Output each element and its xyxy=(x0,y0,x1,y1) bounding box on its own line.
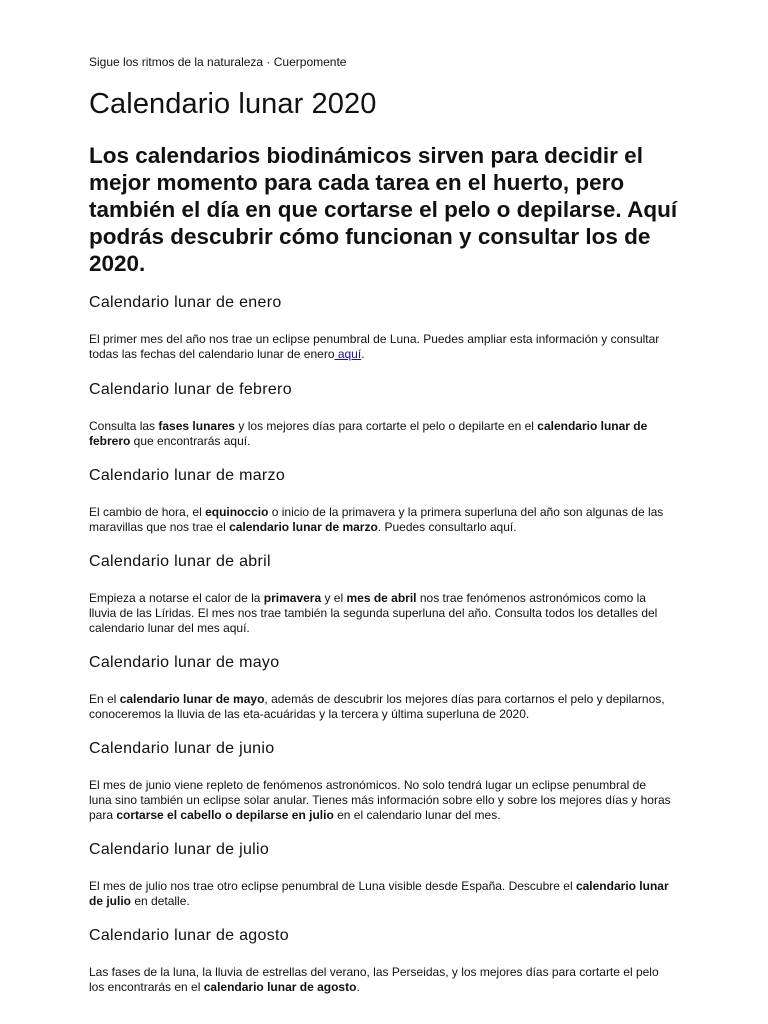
body-text: y los mejores días para cortarte el pelo o depilarte en el xyxy=(235,419,538,433)
body-text: que encontrarás aquí. xyxy=(130,434,251,448)
section-agosto xyxy=(89,927,671,995)
section-body xyxy=(89,965,671,995)
aqui-link[interactable]: aquí xyxy=(334,347,362,361)
bold-text: cortarse el cabello o depilarse en julio xyxy=(116,808,334,822)
body-text: Consulta las xyxy=(89,419,159,433)
section-body xyxy=(89,692,671,722)
section-body xyxy=(89,778,671,823)
section-heading: Calendario lunar de agosto xyxy=(89,927,289,944)
body-text: Empieza a notarse el calor de la xyxy=(89,591,264,605)
body-text: o inicio de la primavera y la primera superluna del año son algunas de las maravillas que nos trae el xyxy=(89,505,664,534)
body-text: . xyxy=(361,347,365,361)
section-julio xyxy=(89,841,671,909)
bold-text: primavera xyxy=(263,591,322,605)
section-heading: Calendario lunar de junio xyxy=(89,740,275,757)
body-text: Las fases de la luna, la lluvia de estrellas del verano, las Perseidas, y los mejores días para cortarte el pelo los encontrarás en el xyxy=(89,965,659,994)
section-enero xyxy=(89,294,671,362)
bold-text: mes de abril xyxy=(346,591,417,605)
section-body xyxy=(89,419,671,449)
body-text: en detalle. xyxy=(131,894,190,908)
body-text: El mes de julio nos trae otro eclipse penumbral de Luna visible desde España. Descubre el xyxy=(89,879,576,893)
section-body xyxy=(89,879,671,909)
bold-text: fases lunares xyxy=(158,419,236,433)
section-body xyxy=(89,591,671,636)
bold-text: calendario lunar de agosto xyxy=(203,980,357,994)
section-heading: Calendario lunar de febrero xyxy=(89,381,292,398)
section-junio xyxy=(89,740,671,823)
bold-text: calendario lunar de marzo xyxy=(229,520,378,534)
body-text: en el calendario lunar del mes. xyxy=(333,808,501,822)
section-febrero xyxy=(89,381,671,449)
section-heading: Calendario lunar de marzo xyxy=(89,467,286,484)
body-text: El primer mes del año nos trae un eclipse penumbral de Luna. Puedes ampliar esta información y consultar todas las fechas del calendario lunar de enero xyxy=(89,332,660,361)
bold-text: calendario lunar de febrero xyxy=(89,419,648,448)
body-text: . Puedes consultarlo aquí. xyxy=(377,520,517,534)
body-text: , además de descubrir los mejores días para cortarnos el pelo y depilarnos, conoceremos la lluvia de las eta-acuáridas y la tercera y última superluna de 2020. xyxy=(89,692,665,721)
section-heading: Calendario lunar de abril xyxy=(89,553,271,570)
body-text: . xyxy=(356,980,360,994)
section-heading: Calendario lunar de enero xyxy=(89,294,282,311)
section-heading: Calendario lunar de julio xyxy=(89,841,270,858)
body-text: El cambio de hora, el xyxy=(89,505,206,519)
bold-text: equinoccio xyxy=(205,505,269,519)
page-title: Calendario lunar 2020 xyxy=(89,88,377,120)
breadcrumb: Sigue los ritmos de la naturaleza · Cuerpomente xyxy=(89,55,347,69)
section-abril xyxy=(89,553,671,636)
body-text: nos trae fenómenos astronómicos como la lluvia de las Líridas. El mes nos trae también la segunda superluna del año. Consulta todos los detalles del calendario lunar del mes aquí. xyxy=(89,591,658,635)
section-marzo xyxy=(89,467,671,535)
lead-paragraph: Los calendarios biodinámicos sirven para decidir el mejor momento para cada tarea en el huerto, pero también el día en que cortarse el pelo o depilarse. Aquí podrás descubrir cómo funcionan y consultar los de 2020. xyxy=(89,143,678,276)
bold-text: calendario lunar de mayo xyxy=(119,692,265,706)
bold-text: calendario lunar de julio xyxy=(89,879,669,908)
body-text: y el xyxy=(321,591,347,605)
section-mayo xyxy=(89,654,671,722)
section-heading: Calendario lunar de mayo xyxy=(89,654,280,671)
section-body xyxy=(89,332,671,362)
section-body xyxy=(89,505,671,535)
body-text: El mes de junio viene repleto de fenómenos astronómicos. No solo tendrá lugar un eclipse penumbral de luna sino también un eclipse solar anular. Tienes más información sobre ello y sobre los mejores días y horas para xyxy=(89,778,671,822)
body-text: En el xyxy=(89,692,120,706)
